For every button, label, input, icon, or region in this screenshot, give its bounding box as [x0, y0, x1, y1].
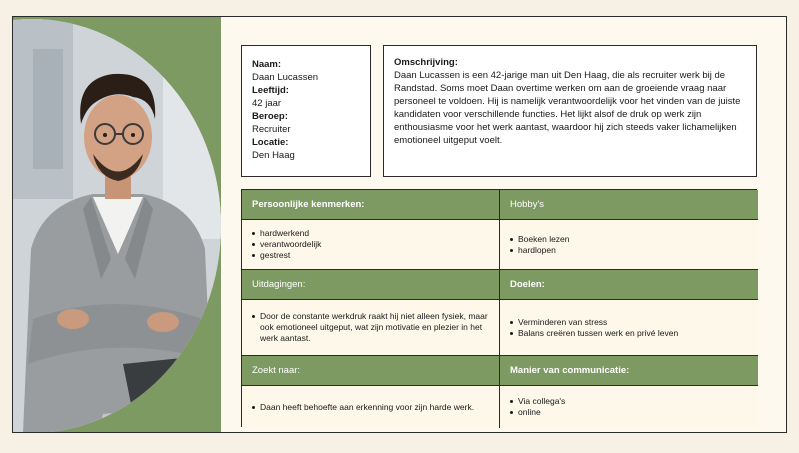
communicatie-header: Manier van communicatie:	[500, 356, 758, 386]
list-item: Balans creëren tussen werk en privé leven	[510, 328, 678, 339]
description-text: Daan Lucassen is een 42-jarige man uit Den Haag, die als recruiter werk bij de Randstad. Soms moet Daan overtime werken om aan de groeiende vraag naar personeel te voldoen. Hij is namelijk verantwoordelijk voor het vinden van de juiste kandidaten voor verschillende functies. Het lijkt alsof de druk op werk zijn enthousiasme voor het werk aantast, waardoor hij zich steeds vaker lichamelijken emotioneel uitgeput voelt.	[394, 70, 741, 146]
uitdagingen-header: Uitdagingen:	[242, 270, 500, 300]
naam-value: Daan Lucassen	[252, 72, 319, 83]
persona-details-grid	[241, 189, 757, 427]
persona-card	[12, 16, 787, 433]
persona-content	[221, 17, 787, 433]
leeftijd-label: Leeftijd:	[252, 85, 289, 96]
uitdagingen-list	[252, 311, 489, 344]
list-item: online	[510, 407, 565, 418]
list-item: verantwoordelijk	[252, 239, 321, 250]
locatie-value: Den Haag	[252, 150, 295, 161]
zoekt-body	[242, 386, 500, 428]
list-item: Boeken lezen	[510, 234, 570, 245]
persona-photo	[12, 19, 221, 433]
zoekt-list	[252, 402, 474, 413]
leeftijd-value: 42 jaar	[252, 98, 282, 109]
hobbys-header: Hobby's	[500, 190, 758, 220]
beroep-label: Beroep:	[252, 111, 288, 122]
list-item: Verminderen van stress	[510, 317, 678, 328]
description-label: Omschrijving:	[394, 57, 458, 68]
communicatie-list	[510, 396, 565, 418]
list-item: gestrest	[252, 250, 321, 261]
doelen-list	[510, 317, 678, 339]
naam-label: Naam:	[252, 59, 282, 70]
doelen-body	[500, 300, 758, 356]
hobbys-list	[510, 234, 570, 256]
kenmerken-header: Persoonlijke kenmerken:	[242, 190, 500, 220]
description-box	[383, 45, 757, 177]
list-item: hardlopen	[510, 245, 570, 256]
kenmerken-list	[252, 228, 321, 261]
kenmerken-body	[242, 220, 500, 270]
uitdagingen-body	[242, 300, 500, 356]
beroep-value: Recruiter	[252, 124, 291, 135]
list-item: hardwerkend	[252, 228, 321, 239]
profile-box	[241, 45, 371, 177]
hobbys-body	[500, 220, 758, 270]
zoekt-header: Zoekt naar:	[242, 356, 500, 386]
list-item: Via collega's	[510, 396, 565, 407]
communicatie-body	[500, 386, 758, 428]
doelen-header: Doelen:	[500, 270, 758, 300]
list-item: Door de constante werkdruk raakt hij niet alleen fysiek, maar ook emotioneel uitgeput, wat zijn motivatie en plezier in het werk aantast.	[252, 311, 489, 344]
persona-photo-illustration	[13, 19, 221, 433]
list-item: Daan heeft behoefte aan erkenning voor zijn harde werk.	[252, 402, 474, 413]
locatie-label: Locatie:	[252, 137, 289, 148]
